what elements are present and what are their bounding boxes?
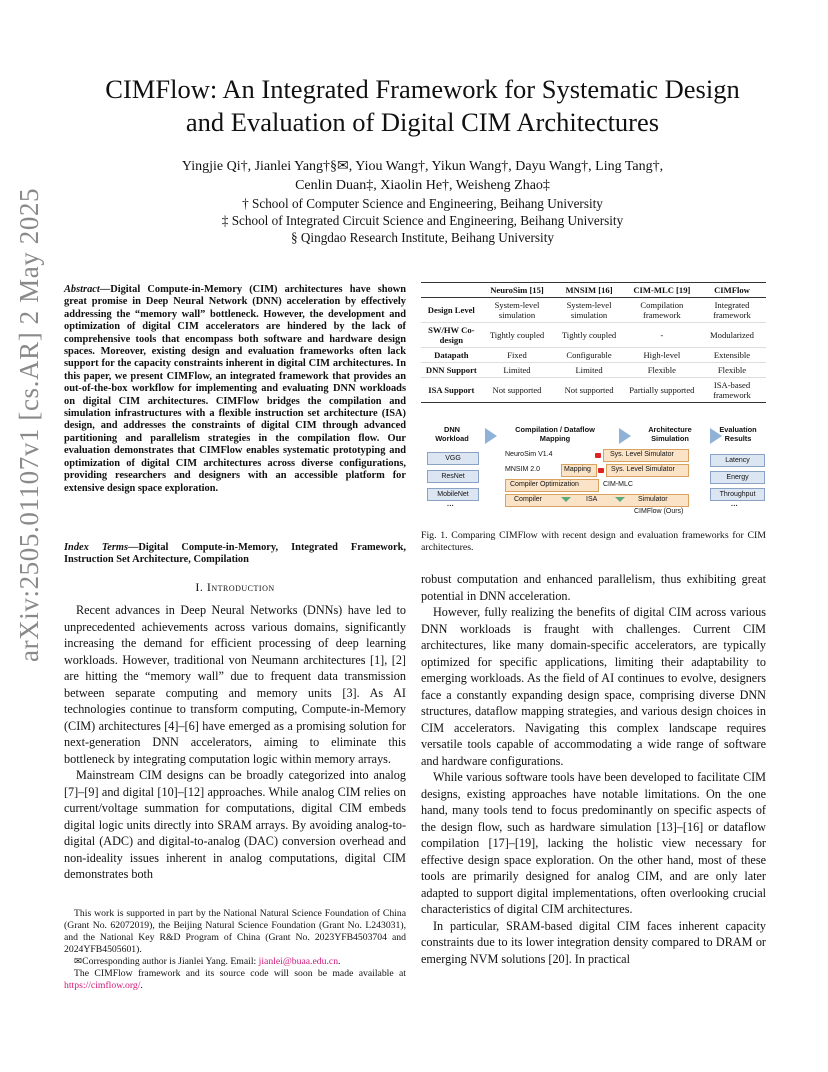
intro-paragraph-2: Mainstream CIM designs can be broadly categorized into analog [7]–[9] and digital [10]–[12] approaches. While analog CIM relies on current/voltage summation for computations, digital CIM embeds digital logic units directly into SRAM arrays. By avoiding analog-to-digital (ADC) and digital-to-analog (DAC) conversion overhead and non-ideality issues inherent in analog computations, digital CIM demonstrates both (64, 768, 406, 881)
lock-icon (598, 468, 604, 473)
table-row (421, 363, 766, 378)
table-cell: Not supported (482, 378, 553, 403)
authors-line-1: Yingjie Qi†, Jianlei Yang†§✉, Yiou Wang†, Yikun Wang†, Dayu Wang†, Ling Tang†, (181, 159, 664, 174)
title-line-2: and Evaluation of Digital CIM Architectures (185, 107, 660, 137)
result-box: Throughput (710, 488, 765, 501)
right-paragraph-3: In particular, SRAM-based digital CIM faces inherent capacity constraints due to its lower integration density compared to DRAM or emerging NVM solutions [20]. In practical (421, 918, 766, 966)
table-row-header: Datapath (421, 348, 482, 363)
flow-header-compilation: Compilation / Dataflow Mapping (515, 425, 595, 443)
cimflow-ours-label: CIMFlow (Ours) (634, 508, 684, 515)
flow-header-evaluation: Evaluation Results (719, 425, 757, 443)
email-link[interactable]: jianlei@buaa.edu.cn (258, 956, 339, 967)
result-box: Latency (710, 454, 765, 467)
table-cell: ISA-based framework (698, 378, 766, 403)
compiler-opt-label: Compiler Optimization (510, 481, 579, 488)
index-terms (64, 542, 406, 567)
author-list (90, 157, 755, 195)
lock-icon (595, 453, 601, 458)
result-more: ··· (731, 503, 738, 510)
introduction-text (64, 602, 406, 883)
neurosim-label: NeuroSim V1.4 (505, 451, 553, 458)
intro-paragraph-1: Recent advances in Deep Neural Networks (DNNs) have led to unprecedented achievements across various domains, significantly increasing the demand for efficient processing of deep learning workloads. However, traditional von Neumann architectures [1], [2] are hitting the “memory wall” due to frequent data transmission between separate computing and memory units [3]. As AI technologies continue to transform computing, Compute-in-Memory (CIM) architectures [4]–[6] have emerged as a promising solution for next-generation DNN accelerators, aiming to eliminate this bottleneck by integrating computation logic within memory arrays. (64, 603, 406, 766)
table-header-cell: CIM-MLC [19] (626, 283, 698, 298)
table-header-cell: MNSIM [16] (552, 283, 625, 298)
mapping-label: Mapping (564, 466, 591, 473)
table-cell: Not supported (552, 378, 625, 403)
website-link[interactable]: https://cimflow.org/ (64, 980, 141, 991)
table-row (421, 378, 766, 403)
abstract-text: —Digital Compute-in-Memory (CIM) architectures have shown great promise in Deep Neural Network (DNN) acceleration by effectively addressing the “memory wall” bottleneck. However, the development and optimization of digital CIM accelerators are hindered by the lack of comprehensive tools that encompass both software and hardware design spaces. Moreover, existing design and evaluation frameworks often lack support for the capacity constraints inherent in digital CIM architectures. In this paper, we present CIMFlow, an integrated framework that provides an out-of-the-box workflow for implementing and evaluating DNN workloads on digital CIM architectures. CIMFlow bridges the compilation and simulation infrastructures with a flexible instruction set architecture (ISA) design, and addresses the constraints of digital CIM through advanced partitioning and parallelism strategies in the compilation flow. Our evaluation demonstrates that CIMFlow enables systematic prototyping and optimization of digital CIM architectures across diverse configurations, providing researchers and designers with an accessible platform for extensive design space exploration. (64, 284, 406, 494)
figure-caption: Fig. 1. Comparing CIMFlow with recent design and evaluation frameworks for CIM architectures. (421, 530, 766, 553)
table-header-cell: CIMFlow (698, 283, 766, 298)
comparison-table (421, 282, 766, 403)
workload-box: ResNet (427, 470, 479, 483)
table-header-cell: NeuroSim [15] (482, 283, 553, 298)
flow-header-dnn: DNN Workload (435, 425, 469, 443)
paper-title (60, 73, 785, 139)
compiler-label: Compiler (514, 496, 543, 503)
table-cell: Flexible (626, 363, 698, 378)
index-terms-label: Index Terms (64, 542, 129, 553)
chevron-down-icon (615, 497, 625, 502)
table-row-header: ISA Support (421, 378, 482, 403)
right-paragraph-2: While various software tools have been developed to facilitate CIM designs, existing approaches have notable limitations. On the one hand, many tools tend to focus predominantly on specific aspects of the design flow, such as hardware simulation [13]–[16] or dataflow compilation [17]–[19], lacking the holistic view necessary for effective design space exploration. On the other hand, most of these tools are primarily designed for analog CIM, and are only later adapted to support digital implementations, often overlooking crucial characteristics of digital CIM architectures. (421, 770, 766, 916)
footnotes (64, 908, 406, 992)
table-header-cell (421, 283, 482, 298)
table-cell: Modularized (698, 323, 766, 348)
right-paragraph-0: robust computation and enhanced parallelism, thus exhibiting great potential in DNN acceleration. (421, 572, 766, 603)
isa-label: ISA (586, 496, 598, 503)
index-terms-text: —Digital Compute-in-Memory, Integrated Framework, Instruction Set Architecture, Compilation (64, 542, 406, 566)
cim-mlc-label: CIM-MLC (603, 481, 633, 488)
workload-box: MobileNet (427, 488, 479, 501)
table-cell: System-level simulation (482, 298, 553, 323)
affiliation-3: § Qingdao Research Institute, Beihang University (291, 230, 554, 245)
table-cell: Extensible (698, 348, 766, 363)
footnote-corresponding (64, 956, 406, 968)
flow-arrow-icon (619, 428, 631, 444)
table-cell: System-level simulation (552, 298, 625, 323)
workload-more: ··· (447, 503, 454, 510)
abstract (64, 284, 406, 495)
flow-header-architecture: Architecture Simulation (648, 425, 692, 443)
arxiv-identifier: arXiv:2505.01107v1 [cs.AR] 2 May 2025 (14, 187, 44, 662)
right-column-text (421, 571, 766, 967)
simulator-label: Simulator (638, 496, 668, 503)
footnote-period-2: . (140, 980, 143, 991)
sys-sim-label-1: Sys. Level Simulator (610, 451, 674, 458)
workload-box: VGG (427, 452, 479, 465)
footnote-availability-text: The CIMFlow framework and its source code will soon be made available at (74, 968, 406, 979)
table-cell: High-level (626, 348, 698, 363)
table-cell: Fixed (482, 348, 553, 363)
table-row (421, 348, 766, 363)
table-cell: Integrated framework (698, 298, 766, 323)
table-cell: Tightly coupled (552, 323, 625, 348)
section-heading: I. Introduction (195, 580, 275, 594)
table-row-header: SW/HW Co-design (421, 323, 482, 348)
authors-line-2: Cenlin Duan‡, Xiaolin He†, Weisheng Zhao‡ (295, 178, 550, 193)
table-row-header: DNN Support (421, 363, 482, 378)
footnote-period: . (338, 956, 341, 967)
table-row (421, 298, 766, 323)
table-row-header: Design Level (421, 298, 482, 323)
table-row (421, 323, 766, 348)
footnote-funding: This work is supported in part by the National Natural Science Foundation of China (Grant No. 62072019), the Beijing Natural Science Foundation (Grant No. L243031), and the National Key R&D Program of China (Grant No. 2023YFB4503704 and 2024YFB4505601). (64, 908, 406, 955)
result-box: Energy (710, 471, 765, 484)
table-cell: Limited (552, 363, 625, 378)
footnote-availability (64, 968, 406, 992)
table-cell: Flexible (698, 363, 766, 378)
table-cell: Configurable (552, 348, 625, 363)
figure-1 (421, 282, 766, 518)
chevron-down-icon (561, 497, 571, 502)
framework-flow-diagram (421, 422, 766, 518)
title-line-1: CIMFlow: An Integrated Framework for Systematic Design (105, 74, 740, 104)
right-paragraph-1: However, fully realizing the benefits of digital CIM across various DNN workloads is fraught with challenges. Current CIM architectures, like many domain-specific accelerators, are typically optimized for specific applications, limiting their adaptability to emerging workloads. As the field of AI continues to evolve, designers face a constantly expanding design space, comprising diverse DNN structures, dataflow mapping strategies, and various design choices in CIM accelerators. Navigating this complex landscape requires versatile tools capable of accommodating a wide range of software and hardware configurations. (421, 605, 766, 768)
table-cell: Compilation framework (626, 298, 698, 323)
table-cell: Limited (482, 363, 553, 378)
mnsim-label: MNSIM 2.0 (505, 466, 541, 473)
footnote-corresponding-text: ✉Corresponding author is Jianlei Yang. Email: (74, 956, 259, 967)
affiliation-2: ‡ School of Integrated Circuit Science and Engineering, Beihang University (221, 213, 624, 228)
affiliations (90, 195, 755, 246)
abstract-label: Abstract (64, 284, 100, 295)
affiliation-1: † School of Computer Science and Engineering, Beihang University (242, 196, 603, 211)
table-cell: - (626, 323, 698, 348)
flow-arrow-icon (485, 428, 497, 444)
table-cell: Tightly coupled (482, 323, 553, 348)
table-cell: Partially supported (626, 378, 698, 403)
table-header-row (421, 283, 766, 298)
sys-sim-label-2: Sys. Level Simulator (611, 466, 675, 473)
